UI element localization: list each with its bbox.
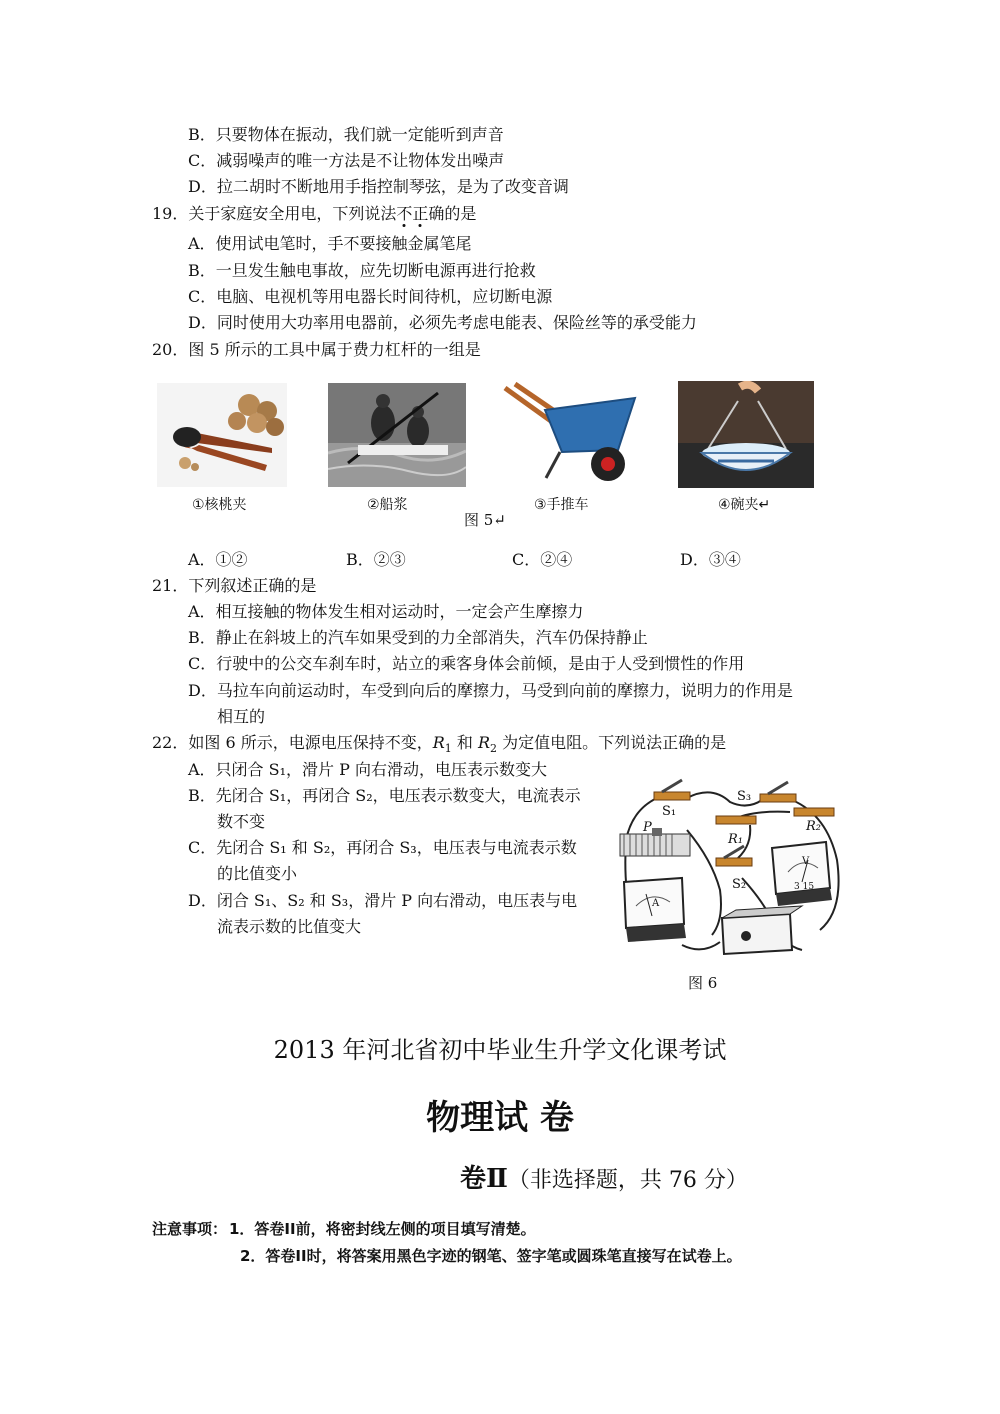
bowl-clip-image [678,381,814,488]
nutcracker-image [157,383,287,487]
q19-option-d: D．同时使用大功率用电器前，必须先考虑电能表、保险丝等的承受能力 [188,313,697,332]
figure5-label: 图 5↵ [464,511,506,529]
exam-part-bold: 卷Ⅱ [460,1164,508,1194]
q22-option-b-cont: 数不变 [217,812,266,831]
q18-option-c: C．减弱噪声的唯一方法是不让物体发出噪声 [188,151,505,170]
q18-option-d: D．拉二胡时不断地用手指控制琴弦，是为了改变音调 [188,177,569,196]
exam-part-rest: （非选择题，共 76 分） [507,1168,748,1193]
label-s2: S₂ [732,877,747,892]
exam-subject: 物理试 卷 [426,1098,574,1138]
label-r1: R₁ [728,832,743,847]
q22-stem [152,732,726,760]
q19-stem-a: 19．关于家庭安全用电，下列说法 [152,204,397,223]
q20-choice-a: A．①② [188,550,248,569]
ammeter-label: A [652,898,660,909]
label-s1: S₁ [662,804,677,819]
q22-option-b: B．先闭合 S₁，再闭合 S₂，电压表示数变大，电流表示 [188,786,581,805]
figure6-label: 图 6 [688,974,718,992]
label-s3: S₃ [737,789,752,804]
q19-stem-b: 确的是 [428,204,477,223]
q20-choice-c: C．②④ [512,550,573,569]
q21-option-d-cont: 相互的 [217,707,266,726]
figure5-caption-4: ④碗夹↵ [718,497,771,513]
q22-r2-sub: 2 [490,742,497,756]
voltmeter-label: V [802,856,810,867]
q21-option-d: D．马拉车向前运动时，车受到向后的摩擦力，马受到向前的摩擦力，说明力的作用是 [188,681,793,700]
q19-option-c: C．电脑、电视机等用电器长时间待机，应切断电源 [188,287,553,306]
q19-option-b: B．一旦发生触电事故，应先切断电源再进行抢救 [188,261,536,280]
q22-r2: R [477,733,490,752]
q20-stem: 20．图 5 所示的工具中属于费力杠杆的一组是 [152,340,481,359]
q20-choice-d: D．③④ [680,550,741,569]
q22-r1: R [432,733,445,752]
exam-title: 2013 年河北省初中毕业生升学文化课考试 [273,1036,727,1064]
q19-emphasis-1: 不 [396,204,413,223]
q21-stem: 21．下列叙述正确的是 [152,576,317,595]
q21-option-a: A．相互接触的物体发生相对运动时，一定会产生摩擦力 [188,602,584,621]
figure5-caption-3: ③手推车 [534,497,589,513]
rowing-image [328,383,466,487]
q19-stem [152,203,476,225]
q18-option-b: B．只要物体在振动，我们就一定能听到声音 [188,125,504,144]
label-p: P [643,820,652,835]
q22-option-a: A．只闭合 S₁，滑片 P 向右滑动，电压表示数变大 [188,760,547,779]
figure5-caption-2: ②船浆 [367,497,408,513]
q22-option-d-cont: 流表示数的比值变大 [217,917,362,936]
q22-r1-sub: 1 [444,742,452,756]
q22-option-c-cont: 的比值变小 [217,864,298,883]
exam-part [460,1158,748,1195]
note-2: 2．答卷II时，将答案用黑色字迹的钢笔、签字笔或圆珠笔直接写在试卷上。 [240,1247,742,1265]
q19-option-a: A．使用试电笔时，手不要接触金属笔尾 [188,234,472,253]
q20-choice-b: B．②③ [346,550,406,569]
q22-stem-and: 和 [451,733,478,752]
figure5-caption-1: ①核桃夹 [192,497,247,513]
q21-option-b: B．静止在斜坡上的汽车如果受到的力全部消失，汽车仍保持静止 [188,628,648,647]
notes-label: 注意事项： [152,1220,228,1238]
note-1: 1．答卷II前，将密封线左侧的项目填写清楚。 [229,1220,536,1238]
wheelbarrow-image [500,380,640,488]
q19-emphasis-2: 正 [412,204,429,223]
voltmeter-scale: 3 15 [794,882,815,892]
q22-option-c: C．先闭合 S₁ 和 S₂，再闭合 S₃，电压表与电流表示数 [188,838,577,857]
q21-option-c: C．行驶中的公交车刹车时，站立的乘客身体会前倾，是由于人受到惯性的作用 [188,654,745,673]
q22-stem-b: 为定值电阻。下列说法正确的是 [497,733,727,752]
label-r2: R₂ [806,819,821,834]
q22-option-d: D．闭合 S₁、S₂ 和 S₃，滑片 P 向右滑动，电压表与电 [188,891,578,910]
q22-stem-a: 22．如图 6 所示，电源电压保持不变， [152,733,433,752]
circuit-diagram [612,770,848,960]
